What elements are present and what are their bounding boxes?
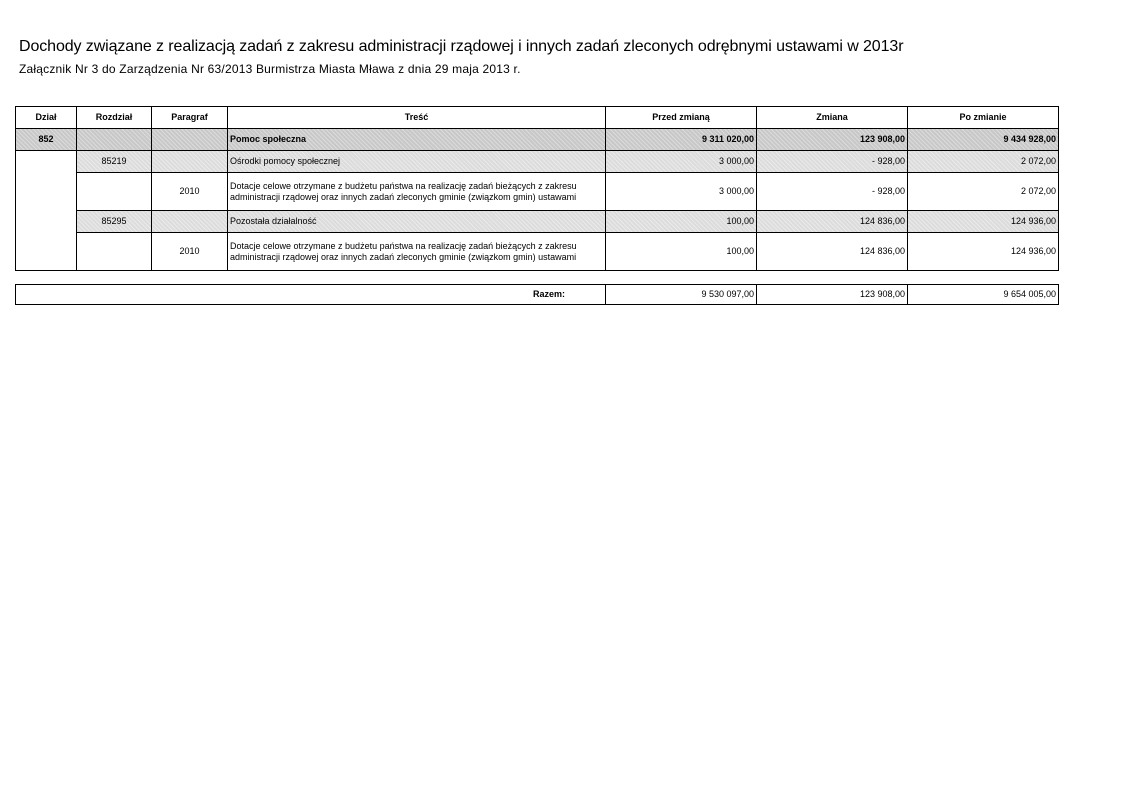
header-paragraf: Paragraf	[152, 107, 228, 129]
cell-rozdzial-empty	[77, 129, 152, 151]
table-header-row	[16, 107, 1059, 129]
header-tresc: Treść	[228, 107, 606, 129]
cell-paragraf-empty	[152, 129, 228, 151]
cell-paragraf-empty	[152, 151, 228, 173]
cell-zmiana: 123 908,00	[757, 129, 908, 151]
table-row-dzial	[16, 129, 1059, 151]
budget-table	[15, 106, 1059, 271]
cell-tresc: Pomoc społeczna	[228, 129, 606, 151]
total-label: Razem:	[16, 285, 606, 305]
cell-po-zmianie: 124 936,00	[908, 233, 1059, 271]
cell-zmiana: 124 836,00	[757, 211, 908, 233]
table-row-rozdzial	[16, 211, 1059, 233]
cell-tresc: Dotacje celowe otrzymane z budżetu państwa na realizację zadań bieżących z zakresu administracji rządowej oraz innych zadań zleconych gminie (związkom gmin) ustawami	[228, 173, 606, 211]
cell-przed-zmiana: 100,00	[606, 211, 757, 233]
cell-przed-zmiana: 9 311 020,00	[606, 129, 757, 151]
cell-po-zmianie: 2 072,00	[908, 151, 1059, 173]
cell-rozdzial: 85295	[77, 211, 152, 233]
cell-zmiana: - 928,00	[757, 151, 908, 173]
cell-po-zmianie: 9 434 928,00	[908, 129, 1059, 151]
table-row-paragraf	[16, 173, 1059, 211]
cell-rozdzial-empty	[77, 173, 152, 211]
header-po-zmianie: Po zmianie	[908, 107, 1059, 129]
cell-po-zmianie: 2 072,00	[908, 173, 1059, 211]
document-subtitle: Załącznik Nr 3 do Zarządzenia Nr 63/2013 Burmistrza Miasta Mława z dnia 29 maja 2013 r.	[19, 62, 521, 76]
cell-przed-zmiana: 100,00	[606, 233, 757, 271]
total-table	[15, 284, 1059, 305]
document-title: Dochody związane z realizacją zadań z zakresu administracji rządowej i innych zadań zleconych odrębnymi ustawami w 2013r	[19, 38, 904, 55]
cell-tresc: Dotacje celowe otrzymane z budżetu państwa na realizację zadań bieżących z zakresu administracji rządowej oraz innych zadań zleconych gminie (związkom gmin) ustawami	[228, 233, 606, 271]
cell-przed-zmiana: 3 000,00	[606, 151, 757, 173]
total-po-zmianie: 9 654 005,00	[908, 285, 1059, 305]
cell-rozdzial: 85219	[77, 151, 152, 173]
total-zmiana: 123 908,00	[757, 285, 908, 305]
cell-tresc: Ośrodki pomocy społecznej	[228, 151, 606, 173]
table-row-paragraf	[16, 233, 1059, 271]
total-row	[16, 285, 1059, 305]
total-przed-zmiana: 9 530 097,00	[606, 285, 757, 305]
cell-paragraf: 2010	[152, 173, 228, 211]
cell-zmiana: - 928,00	[757, 173, 908, 211]
header-dzial: Dział	[16, 107, 77, 129]
header-zmiana: Zmiana	[757, 107, 908, 129]
cell-zmiana: 124 836,00	[757, 233, 908, 271]
cell-dzial-span-empty	[16, 151, 77, 271]
header-przed-zmiana: Przed zmianą	[606, 107, 757, 129]
cell-dzial: 852	[16, 129, 77, 151]
cell-rozdzial-empty	[77, 233, 152, 271]
table-row-rozdzial	[16, 151, 1059, 173]
cell-paragraf-empty	[152, 211, 228, 233]
cell-paragraf: 2010	[152, 233, 228, 271]
cell-po-zmianie: 124 936,00	[908, 211, 1059, 233]
cell-przed-zmiana: 3 000,00	[606, 173, 757, 211]
header-rozdzial: Rozdział	[77, 107, 152, 129]
cell-tresc: Pozostała działalność	[228, 211, 606, 233]
